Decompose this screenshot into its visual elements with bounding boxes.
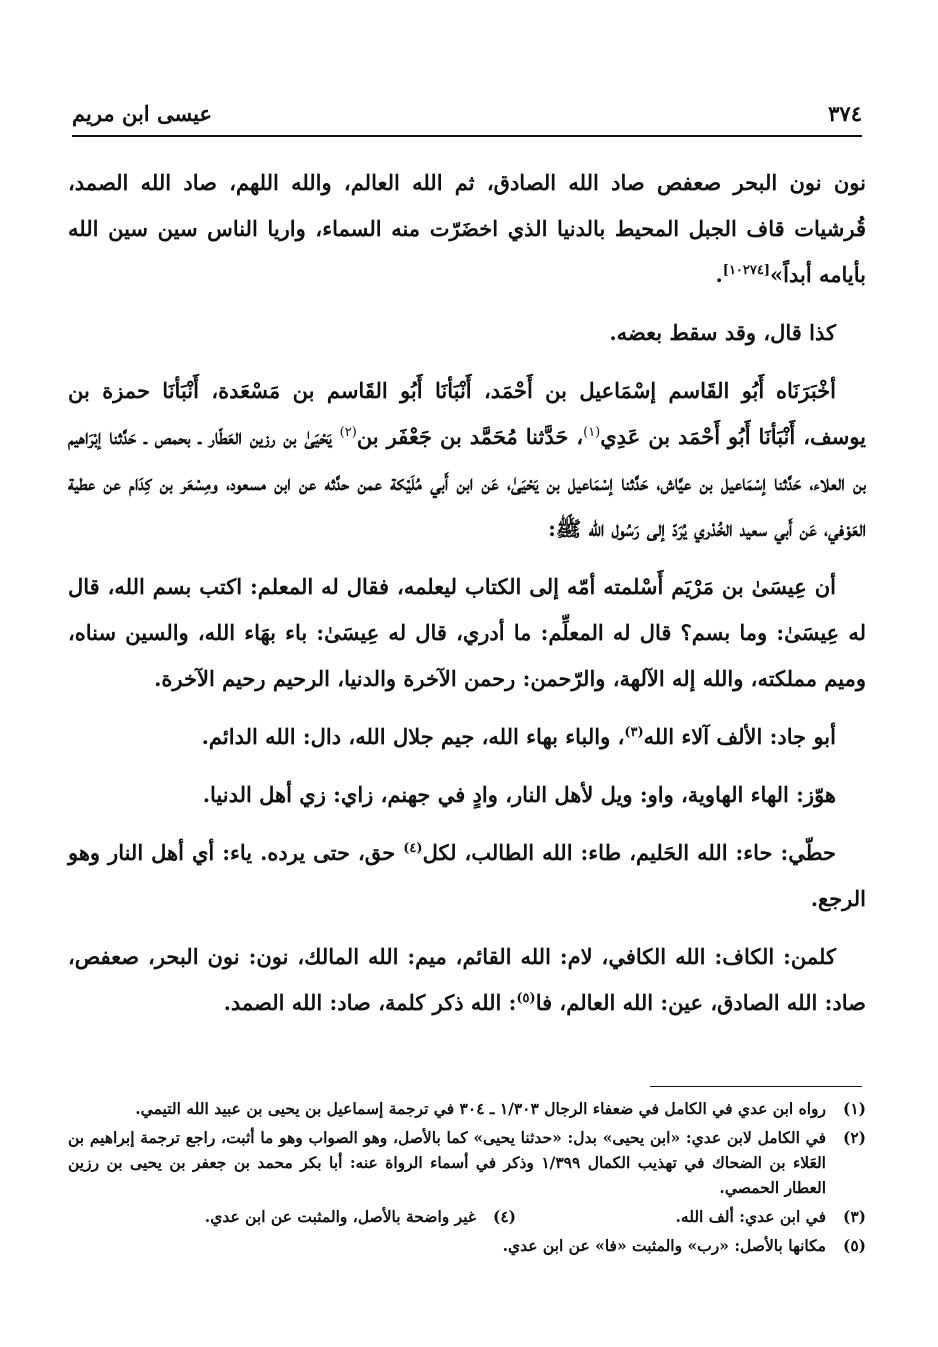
- p7-part-a: حطّي: حاء: الله الحَليم، طاء: الله الطالب، لكل: [422, 840, 836, 865]
- footnote-4-number: (٤): [492, 1207, 516, 1226]
- footnotes: [68, 1096, 866, 1262]
- footnote-3-text: في ابن عدي: ألف الله.: [675, 1207, 826, 1226]
- footnote-ref-1: (١): [583, 425, 601, 440]
- page-header: [72, 96, 862, 130]
- footnote-1: [68, 1096, 866, 1121]
- footnote-2-number: (٢): [842, 1128, 866, 1147]
- p1-line-1: نون نون البحر صعفص صاد الله الصادق، ثم الله العالم، والله اللهم، صاد الله الصمد،: [68, 170, 866, 195]
- footnote-2-text: في الكامل لابن عدي: «ابن يحيى» بدل: «حدثنا يحيى» كما بالأصل، وهو الصواب وهو ما أثبت، راجع ترجمة إبراهيم بن العَلاء بن الضحاك في تهذيب الكمال ١/٣٩٩ وذكر في أسماء الرواة عنه: أبا بكر محمد بن جعفر بن يحيى بن رزين العطار الحمصي.: [68, 1128, 826, 1197]
- footnote-ref-2: (٢): [339, 425, 357, 440]
- paragraph-5: [68, 714, 866, 760]
- p1-line-2: قُرشيات قاف الجبل المحيط بالدنيا الذي اخضَرّت منه السماء، واريا الناس سين سين الله: [68, 216, 866, 241]
- footnote-4-text: غير واضحة بالأصل، والمثبت عن ابن عدي.: [204, 1207, 476, 1226]
- main-text: [68, 160, 866, 1038]
- footnote-1-number: (١): [842, 1099, 866, 1118]
- footnote-pair-3-4: [68, 1204, 866, 1229]
- paragraph-2: كذا قال، وقد سقط بعضه.: [609, 320, 836, 345]
- footnote-ref-5: (٥): [516, 991, 536, 1006]
- footnote-ref-4: (٤): [403, 841, 423, 856]
- footnote-3: [516, 1204, 866, 1229]
- hadith-reference: [١٠٢٧٤]: [722, 263, 771, 278]
- running-title: عيسى ابن مريم: [72, 100, 213, 126]
- p8-part-a: كلمن: الكاف: الله الكافي، لام: الله القائم، ميم: الله المالك، نون: نون البحر، صعفص، صاد: الله الصادق، عين: الله العالم، فا: [68, 944, 866, 1015]
- p1-line-3: بأيامه أبداً»: [770, 262, 866, 287]
- footnote-2: [68, 1125, 866, 1200]
- paragraph-4: أن عِيسَىٰ بن مَرْيَم أَسْلمته أمّه إلى الكتاب ليعلمه، فقال له المعلم: اكتب بسم الله، قال له عِيسَىٰ: وما بسم؟ قال له المعلِّم: ما أدري، قال له عِيسَىٰ: باء بهَاء الله، والسين سناه، وميم مملكته، والله إله الآلهة، والرّحمن: رحمن الآخرة والدنيا، الرحيم رحيم الآخرة.: [68, 574, 866, 691]
- p5-part-a: أبو جاد: الألف آلاء الله: [643, 724, 836, 749]
- isnad-lead: أخْبَرَنَاه: [776, 378, 836, 403]
- page-number: ٣٧٤: [828, 100, 862, 126]
- p1-end: .: [715, 262, 723, 287]
- footnote-5-number: (٥): [842, 1236, 866, 1255]
- footnote-5-text: مكانها بالأصل: «رب» والمثبت «فا» عن ابن عدي.: [502, 1236, 826, 1255]
- paragraph-6: هوّز: الهاء الهاوية، واو: ويل لأهل النار، وادٍ في جهنم، زاي: زي أهل الدنيا.: [202, 782, 836, 807]
- p7-part-b: حق، حتى يرده. ياء: أي أهل النار وهو الرجع.: [68, 840, 866, 911]
- footnote-4: [166, 1204, 516, 1229]
- footnote-5: [68, 1233, 866, 1258]
- header-divider: [72, 135, 862, 137]
- footnote-ref-3: (٣): [624, 725, 644, 740]
- paragraph-3: [68, 368, 866, 552]
- footnote-1-text: رواه ابن عدي في الكامل في ضعفاء الرجال ١/٣٠٣ ـ ٣٠٤ في ترجمة إسماعيل بن يحيى بن عبيد الله التيمي.: [135, 1099, 826, 1118]
- paragraph-8: [68, 934, 866, 1026]
- footnote-3-number: (٣): [842, 1207, 866, 1226]
- paragraph-7: [68, 830, 866, 922]
- p8-part-b: : الله ذكر كلمة، صاد: الله الصمد.: [223, 990, 517, 1015]
- isnad-part-c: يَحْيَىٰ بن رزين العَطّار ـ بحمص ـ حَدَّثنا إبْرَاهيم بن العلاء، حَدَّثنا إسْمَاعيل بن عيَّاش، حَدَّثنا إسْمَاعيل بن يَحْيَىٰ، عَن ابن أَبي مُلَيْكة عمن حدَّثه عن ابن مسعود، ومِسْعَر بن كِدَام عن عطية العَوْفي، عَن أَبي سعيد الخُدْري يُرَدّ إلى رَسُول الله ﷺ:: [68, 424, 866, 541]
- isnad-part-b: ، حَدَّثنا مُحَمَّد بن جَعْفَر بن: [356, 424, 584, 449]
- p5-part-b: ، والباء بهاء الله، جيم جلال الله، دال: الله الدائم.: [201, 724, 625, 749]
- paragraph-1: [68, 160, 866, 298]
- isnad-part-a: أَبُو القَاسم إسْمَاعيل بن أَحْمَد، أَنْبَأنَا أَبُو القَاسم بن مَسْعَدة، أَنْبَأنَا حمزة بن يوسف، أَنْبَأنَا أَبُو أَحْمَد بن عَدِي: [68, 378, 867, 449]
- footnote-divider: [650, 1086, 862, 1087]
